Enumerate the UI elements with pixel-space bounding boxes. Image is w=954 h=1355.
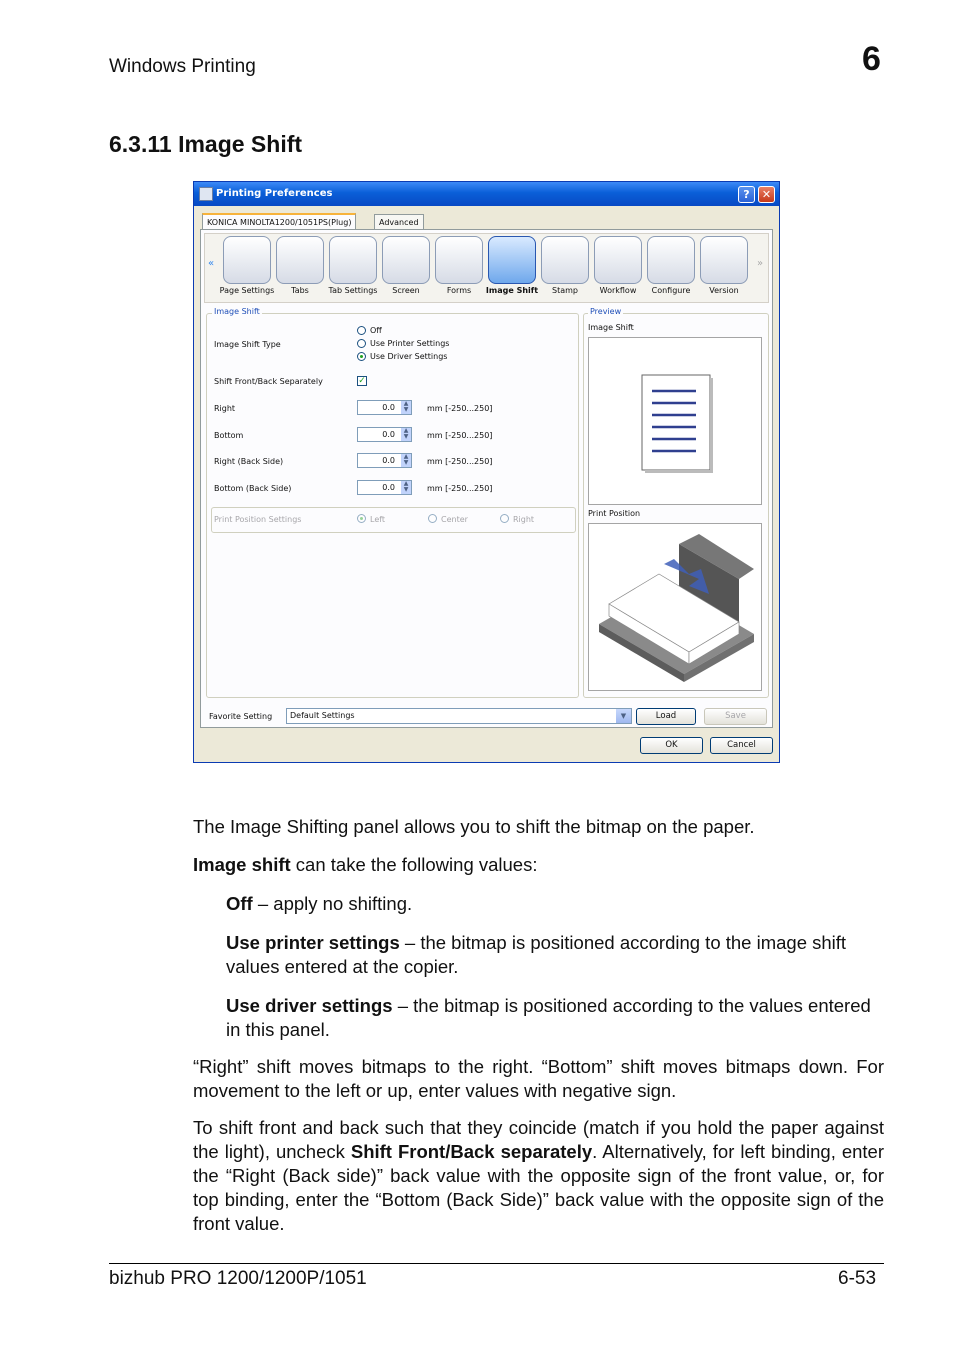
paper-stack-icon — [589, 524, 761, 690]
bottom-field[interactable] — [357, 427, 412, 442]
shift-front-back-label: Shift Front/Back Separately — [214, 377, 323, 386]
right-back-label: Right (Back Side) — [214, 457, 284, 466]
right-spinner[interactable] — [401, 401, 411, 414]
cancel-button[interactable]: Cancel — [710, 737, 773, 754]
list-item-driver-settings — [226, 994, 884, 1042]
page-preview-icon — [589, 338, 761, 504]
spin-up-icon: ▲ — [403, 480, 409, 487]
scroll-right-arrow[interactable]: » — [757, 258, 764, 269]
bottom-value: 0.0 — [382, 430, 395, 439]
direction-paragraph: “Right” shift moves bitmaps to the right. “Bottom” shift moves bitmaps down. For movement to the left or up, enter values with negative sign. — [193, 1056, 884, 1101]
favorite-setting-select[interactable] — [286, 708, 632, 724]
list-item-printer-settings-text: – the bitmap is positioned according to the image shift values entered at the copier. — [226, 932, 847, 977]
running-header: Windows Printing — [109, 56, 256, 77]
title-bar — [194, 182, 779, 206]
toolbar-label-version: Version — [709, 286, 739, 295]
spin-down-icon: ▼ — [403, 406, 409, 413]
preview-group-title: Preview — [590, 307, 622, 316]
print-position-settings-label: Print Position Settings — [214, 515, 302, 524]
toolbar-label-stamp: Stamp — [552, 286, 578, 295]
toolbar-label-configure: Configure — [651, 286, 691, 295]
radio-position-right-label: Right — [513, 515, 535, 524]
list-item-off-text: – apply no shifting. — [252, 893, 413, 914]
radio-position-left[interactable] — [357, 514, 366, 523]
favorite-setting-value: Default Settings — [290, 711, 355, 720]
ok-button[interactable]: OK — [640, 737, 703, 754]
tabs-icon[interactable] — [276, 236, 324, 284]
term-image-shift: Image shift — [193, 854, 291, 875]
right-label: Right — [214, 404, 236, 413]
print-position-preview — [588, 523, 762, 691]
screen-icon[interactable] — [382, 236, 430, 284]
list-item-off — [226, 892, 884, 916]
image-shift-preview — [588, 337, 762, 505]
term-shift-front-back: Shift Front/Back separately — [350, 1141, 593, 1162]
page-number: 6-53 — [838, 1268, 877, 1289]
image-shift-group — [206, 313, 579, 698]
tab-advanced[interactable]: Advanced — [374, 214, 424, 230]
radio-use-printer-settings-label: Use Printer Settings — [370, 339, 450, 348]
radio-position-center[interactable] — [428, 514, 437, 523]
load-button[interactable]: Load — [636, 708, 696, 725]
toolbar-label-tab-settings: Tab Settings — [328, 286, 378, 295]
scroll-left-arrow[interactable]: « — [208, 258, 215, 269]
bottom-unit: mm [-250...250] — [427, 431, 493, 440]
term-use-driver-settings: Use driver settings — [226, 995, 393, 1016]
radio-off[interactable] — [357, 326, 366, 335]
toolbar-label-tabs: Tabs — [291, 286, 309, 295]
image-shift-type-label: Image Shift Type — [214, 340, 281, 349]
print-position-preview-label: Print Position — [588, 509, 641, 518]
radio-use-printer-settings[interactable] — [357, 339, 366, 348]
toolbar-label-forms: Forms — [446, 286, 472, 295]
close-button[interactable]: ✕ — [758, 186, 775, 203]
bottom-back-unit: mm [-250...250] — [427, 484, 493, 493]
spin-down-icon: ▼ — [403, 433, 409, 440]
spin-up-icon: ▲ — [403, 427, 409, 434]
term-use-printer-settings: Use printer settings — [226, 932, 400, 953]
toolbar-label-image-shift: Image Shift — [485, 286, 539, 295]
printer-icon — [199, 187, 213, 201]
tab-konica-minolta[interactable]: KONICA MINOLTA1200/1051PS(Plug) — [202, 213, 356, 231]
bottom-spinner[interactable] — [401, 428, 411, 441]
toolbar-label-screen: Screen — [392, 286, 420, 295]
radio-position-left-label: Left — [370, 515, 386, 524]
values-intro-text: can take the following values: — [290, 854, 538, 875]
dialog-title: Printing Preferences — [216, 188, 333, 199]
forms-icon[interactable] — [435, 236, 483, 284]
front-back-text-b: . Alternatively, for left binding, enter the “Right (Back side)” back value with the opposite sign of the front value, or, for top binding, enter the “Bottom (Back Side)” back value with the opposite sign of the front value. — [193, 1141, 885, 1234]
radio-position-right[interactable] — [500, 514, 509, 523]
preview-image-shift-label: Image Shift — [588, 323, 634, 332]
bottom-back-spinner[interactable] — [401, 481, 411, 494]
values-intro — [193, 853, 884, 877]
right-back-unit: mm [-250...250] — [427, 457, 493, 466]
bottom-back-label: Bottom (Back Side) — [214, 484, 292, 493]
spin-down-icon: ▼ — [403, 459, 409, 466]
chapter-number: 6 — [862, 40, 881, 78]
spin-up-icon: ▲ — [403, 400, 409, 407]
list-item-driver-settings-text: – the bitmap is positioned according to the values entered in this panel. — [226, 995, 871, 1040]
favorite-setting-label: Favorite Setting — [209, 712, 273, 721]
spin-down-icon: ▼ — [403, 486, 409, 493]
stamp-icon[interactable] — [541, 236, 589, 284]
footer-divider — [109, 1263, 884, 1264]
radio-off-label: Off — [370, 326, 382, 335]
bottom-label: Bottom — [214, 431, 244, 440]
page-settings-icon[interactable] — [223, 236, 271, 284]
toolbar-label-page-settings: Page Settings — [219, 286, 275, 295]
chevron-down-icon[interactable]: ▼ — [616, 709, 631, 723]
spin-up-icon: ▲ — [403, 453, 409, 460]
tab-settings-icon[interactable] — [329, 236, 377, 284]
toolbar-label-workflow: Workflow — [599, 286, 637, 295]
image-shift-group-title: Image Shift — [214, 307, 260, 316]
footer-product: bizhub PRO 1200/1200P/1051 — [109, 1268, 367, 1289]
bottom-back-field[interactable] — [357, 480, 412, 495]
right-value: 0.0 — [382, 403, 395, 412]
bottom-back-value: 0.0 — [382, 483, 395, 492]
shift-front-back-checkbox[interactable]: ✓ — [358, 376, 366, 386]
section-title: 6.3.11 Image Shift — [109, 131, 303, 157]
front-back-text-a: To shift front and back such that they coincide (match if you hold the paper against the light), uncheck — [193, 1117, 884, 1162]
list-item-printer-settings — [226, 931, 884, 979]
image-shift-icon[interactable] — [488, 236, 536, 284]
printing-preferences-dialog — [193, 181, 780, 763]
help-button[interactable]: ? — [738, 186, 755, 203]
radio-use-driver-settings-label: Use Driver Settings — [370, 352, 448, 361]
save-button[interactable]: Save — [704, 708, 767, 725]
term-off: Off — [226, 893, 253, 914]
workflow-icon[interactable] — [594, 236, 642, 284]
right-back-spinner[interactable] — [401, 454, 411, 467]
right-back-field[interactable] — [357, 453, 412, 468]
version-icon[interactable] — [700, 236, 748, 284]
configure-icon[interactable] — [647, 236, 695, 284]
right-unit: mm [-250...250] — [427, 404, 493, 413]
radio-position-center-label: Center — [441, 515, 468, 524]
front-back-paragraph — [193, 1116, 884, 1236]
right-field[interactable] — [357, 400, 412, 415]
right-back-value: 0.0 — [382, 456, 395, 465]
radio-use-driver-settings[interactable] — [357, 352, 366, 361]
intro-paragraph: The Image Shifting panel allows you to shift the bitmap on the paper. — [193, 816, 755, 837]
